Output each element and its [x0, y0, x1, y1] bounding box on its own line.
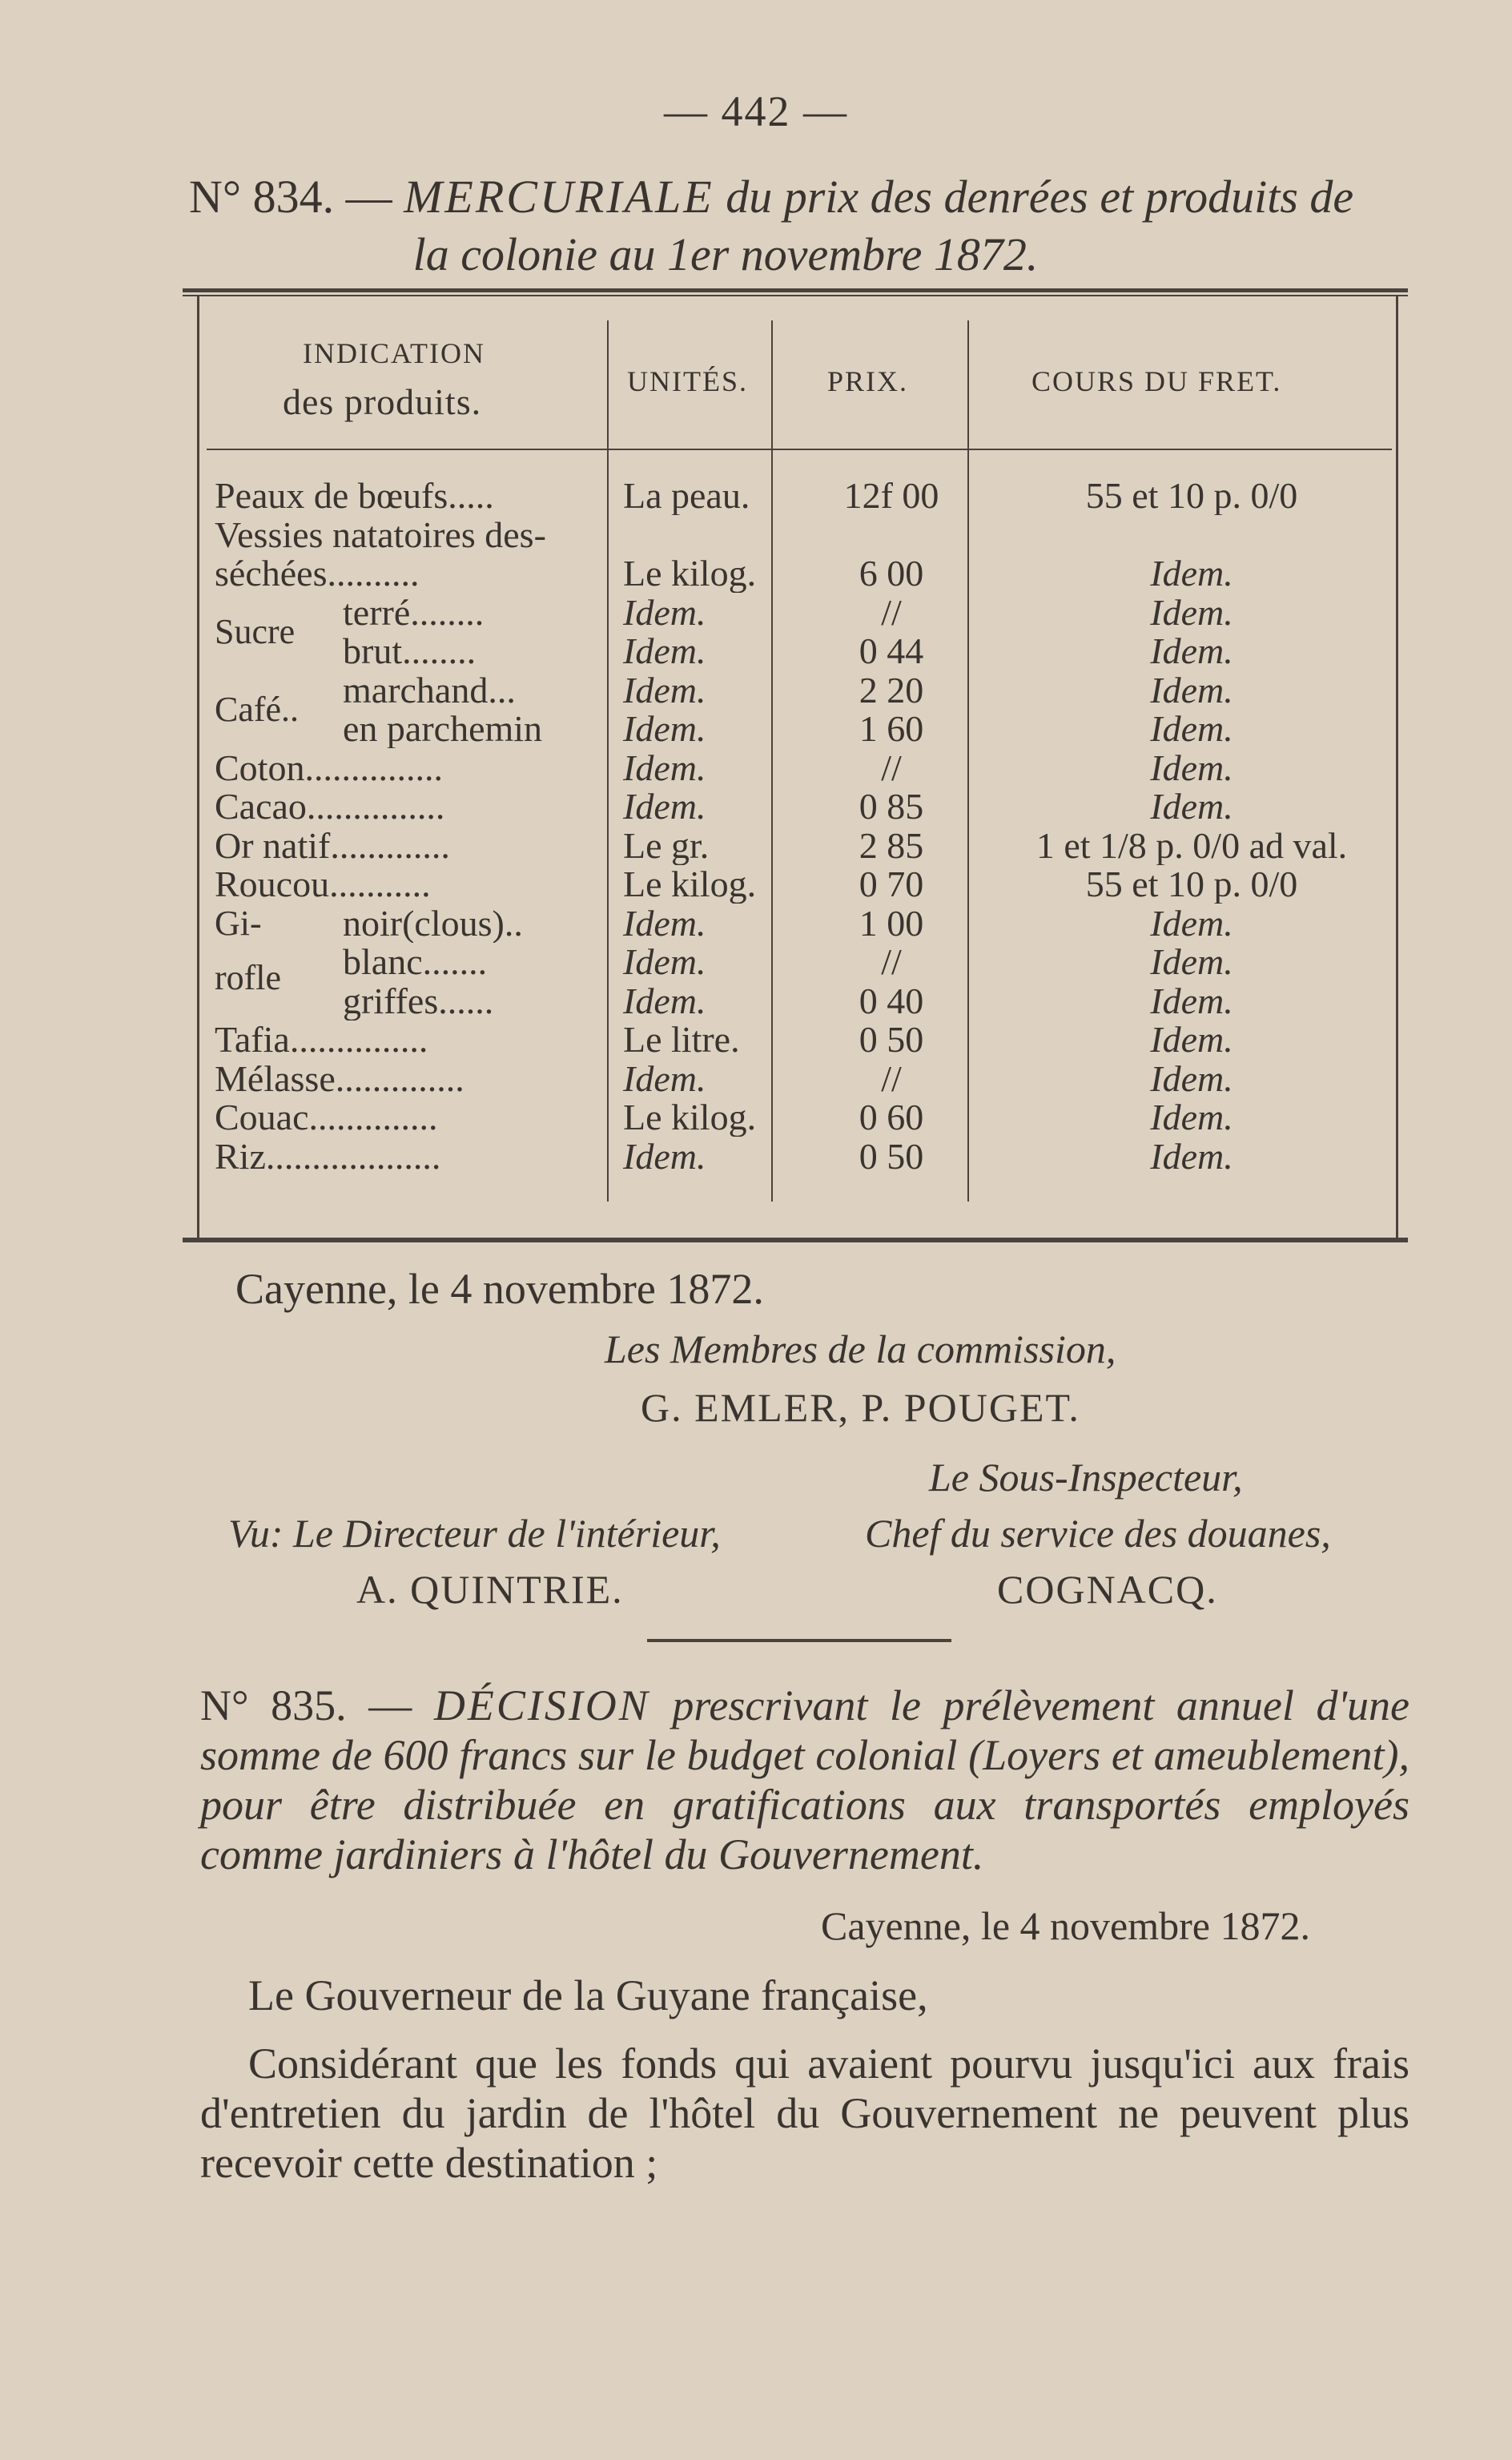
document-title — [189, 168, 1406, 284]
unit-cell: Idem. — [623, 981, 706, 1021]
header-underline — [207, 449, 1392, 450]
product-cell: Riz................... — [215, 1137, 441, 1176]
group-label: Gi- — [215, 904, 262, 943]
table-row — [183, 749, 1408, 787]
product-cell: Tafia............... — [215, 1021, 428, 1059]
price-cell: 1 00 — [859, 904, 924, 943]
governor-line: Le Gouverneur de la Guyane française, — [248, 1971, 928, 2019]
price-cell: 0 50 — [859, 1137, 924, 1176]
unit-cell: Idem. — [623, 787, 706, 826]
product-cell: Couac.............. — [215, 1098, 438, 1137]
decision-text: prescrivant le prélèvement annuel d'une somme de 600 francs sur le budget colonial (Loyers et ameublement), pour être distribuée en gratifications aux transportés employés comme jardiniers à l'hôtel du Gouvernement. — [200, 1681, 1410, 1878]
price-table — [183, 288, 1408, 1250]
freight-cell: 55 et 10 p. 0/0 — [1085, 865, 1298, 904]
freight-cell: Idem. — [1150, 554, 1233, 593]
product-cell: marchand... — [343, 670, 516, 710]
product-cell: Peaux de bœufs..... — [215, 477, 494, 515]
table-row — [183, 710, 1408, 748]
unit-cell: Idem. — [623, 593, 706, 632]
unit-cell: Idem. — [623, 943, 706, 981]
sous-inspecteur: Le Sous-Inspecteur, — [929, 1455, 1243, 1500]
price-cell: // — [881, 943, 902, 981]
header-indication: INDICATION — [303, 337, 485, 369]
freight-cell: 1 et 1/8 p. 0/0 ad val. — [1035, 826, 1348, 865]
freight-cell: Idem. — [1150, 981, 1233, 1021]
table-bottom-rule — [183, 1238, 1408, 1242]
group-label: Café.. — [215, 690, 300, 729]
decision-date: Cayenne, le 4 novembre 1872. — [821, 1903, 1310, 1948]
chef-service: Chef du service des douanes, — [865, 1511, 1331, 1556]
table-row — [183, 632, 1408, 670]
freight-cell: Idem. — [1150, 1098, 1233, 1137]
place-date: Cayenne, le 4 novembre 1872. — [235, 1265, 764, 1313]
product-cell: brut........ — [343, 632, 477, 670]
freight-cell: Idem. — [1150, 670, 1233, 710]
freight-cell: Idem. — [1150, 1137, 1233, 1176]
table-row — [183, 943, 1408, 997]
price-cell: 12f 00 — [843, 477, 939, 515]
product-cell: Vessies natatoires des- — [215, 515, 546, 554]
unit-cell: La peau. — [623, 477, 750, 515]
freight-cell: Idem. — [1150, 1059, 1233, 1098]
chef-name: COGNACQ. — [997, 1567, 1218, 1612]
product-cell: griffes...... — [343, 981, 494, 1021]
decision-heading: DÉCISION — [433, 1681, 650, 1729]
vu-director: Vu: Le Directeur de l'intérieur, — [228, 1511, 721, 1556]
table-row — [183, 1060, 1408, 1098]
unit-cell: Idem. — [623, 1137, 706, 1176]
price-cell: 2 85 — [859, 826, 924, 865]
unit-cell: Idem. — [623, 632, 706, 670]
price-cell: 0 60 — [859, 1098, 924, 1137]
director-name: A. QUINTRIE. — [356, 1567, 624, 1612]
freight-cell: Idem. — [1150, 1021, 1233, 1059]
price-cell: 1 60 — [859, 710, 924, 748]
price-cell: // — [881, 748, 902, 787]
product-cell: Cacao............... — [215, 787, 445, 826]
unit-cell: Le kilog. — [623, 554, 757, 593]
table-row — [183, 787, 1408, 826]
unit-cell: Idem. — [623, 710, 706, 748]
table-row — [183, 982, 1408, 1021]
table-row — [183, 554, 1408, 593]
price-cell: // — [881, 1059, 902, 1098]
title-heading: MERCURIALE — [404, 171, 714, 223]
group-label: rofle — [215, 959, 282, 997]
price-cell: 0 40 — [859, 981, 924, 1021]
unit-cell: Idem. — [623, 904, 706, 943]
unit-cell: Idem. — [623, 1059, 706, 1098]
unit-cell: Le litre. — [623, 1021, 740, 1059]
unit-cell: Le gr. — [623, 826, 710, 865]
price-cell: // — [881, 593, 902, 632]
freight-cell: Idem. — [1150, 710, 1233, 748]
price-cell: 0 44 — [859, 632, 924, 670]
title-line1-rest: du prix des denrées et produits de — [714, 171, 1354, 223]
decision-paragraph — [200, 1681, 1409, 1879]
header-freight: COURS DU FRET. — [1031, 365, 1282, 397]
product-cell: blanc....... — [343, 943, 488, 981]
table-row — [183, 1137, 1408, 1176]
price-cell: 0 50 — [859, 1021, 924, 1059]
product-cell: séchées.......... — [215, 554, 420, 593]
table-row — [183, 1021, 1408, 1059]
table-top-rule-2 — [183, 295, 1408, 296]
product-cell: terré........ — [343, 593, 485, 632]
header-products: des produits. — [283, 381, 482, 422]
product-cell: Or natif............. — [215, 826, 450, 865]
price-cell: 2 20 — [859, 670, 924, 710]
freight-cell: Idem. — [1150, 943, 1233, 981]
table-top-rule — [183, 288, 1408, 292]
decision-number: N° 835. — — [200, 1681, 434, 1729]
header-price: PRIX. — [827, 365, 909, 397]
section-divider — [647, 1639, 951, 1642]
product-cell: Mélasse.............. — [215, 1059, 464, 1098]
freight-cell: Idem. — [1150, 904, 1233, 943]
table-row — [183, 827, 1408, 865]
freight-cell: Idem. — [1150, 787, 1233, 826]
considering-paragraph: Considérant que les fonds qui avaient pourvu jusqu'ici aux frais d'entretien du jardin de l'hôtel du Gouvernement ne peuvent plus recevoir cette destination ; — [200, 2039, 1409, 2187]
header-units: UNITÉS. — [627, 365, 748, 397]
unit-cell: Idem. — [623, 748, 706, 787]
freight-cell: Idem. — [1150, 748, 1233, 787]
title-number: N° 834. — — [189, 171, 404, 223]
freight-cell: Idem. — [1150, 593, 1233, 632]
table-row — [183, 477, 1408, 515]
commission-label: Les Membres de la commission, — [605, 1327, 1116, 1371]
price-cell: 0 85 — [859, 787, 924, 826]
product-cell: Roucou........... — [215, 865, 431, 904]
group-label: Sucre — [215, 612, 296, 651]
freight-cell: 55 et 10 p. 0/0 — [1085, 477, 1298, 515]
title-line2: la colonie au 1er novembre 1872. — [412, 228, 1039, 280]
unit-cell: Le kilog. — [623, 865, 757, 904]
price-cell: 6 00 — [859, 554, 924, 593]
commission-names: G. EMLER, P. POUGET. — [641, 1385, 1080, 1430]
table-row — [183, 516, 1408, 554]
table-row — [183, 1098, 1408, 1137]
product-cell: en parchemin — [343, 710, 543, 748]
unit-cell: Le kilog. — [623, 1098, 757, 1137]
table-row — [183, 865, 1408, 904]
freight-cell: Idem. — [1150, 632, 1233, 670]
product-cell: noir(clous).. — [343, 904, 523, 943]
page-number: — 442 — — [664, 87, 848, 135]
unit-cell: Idem. — [623, 670, 706, 710]
price-cell: 0 70 — [859, 865, 924, 904]
product-cell: Coton............... — [215, 748, 443, 787]
table-row — [183, 904, 1408, 943]
